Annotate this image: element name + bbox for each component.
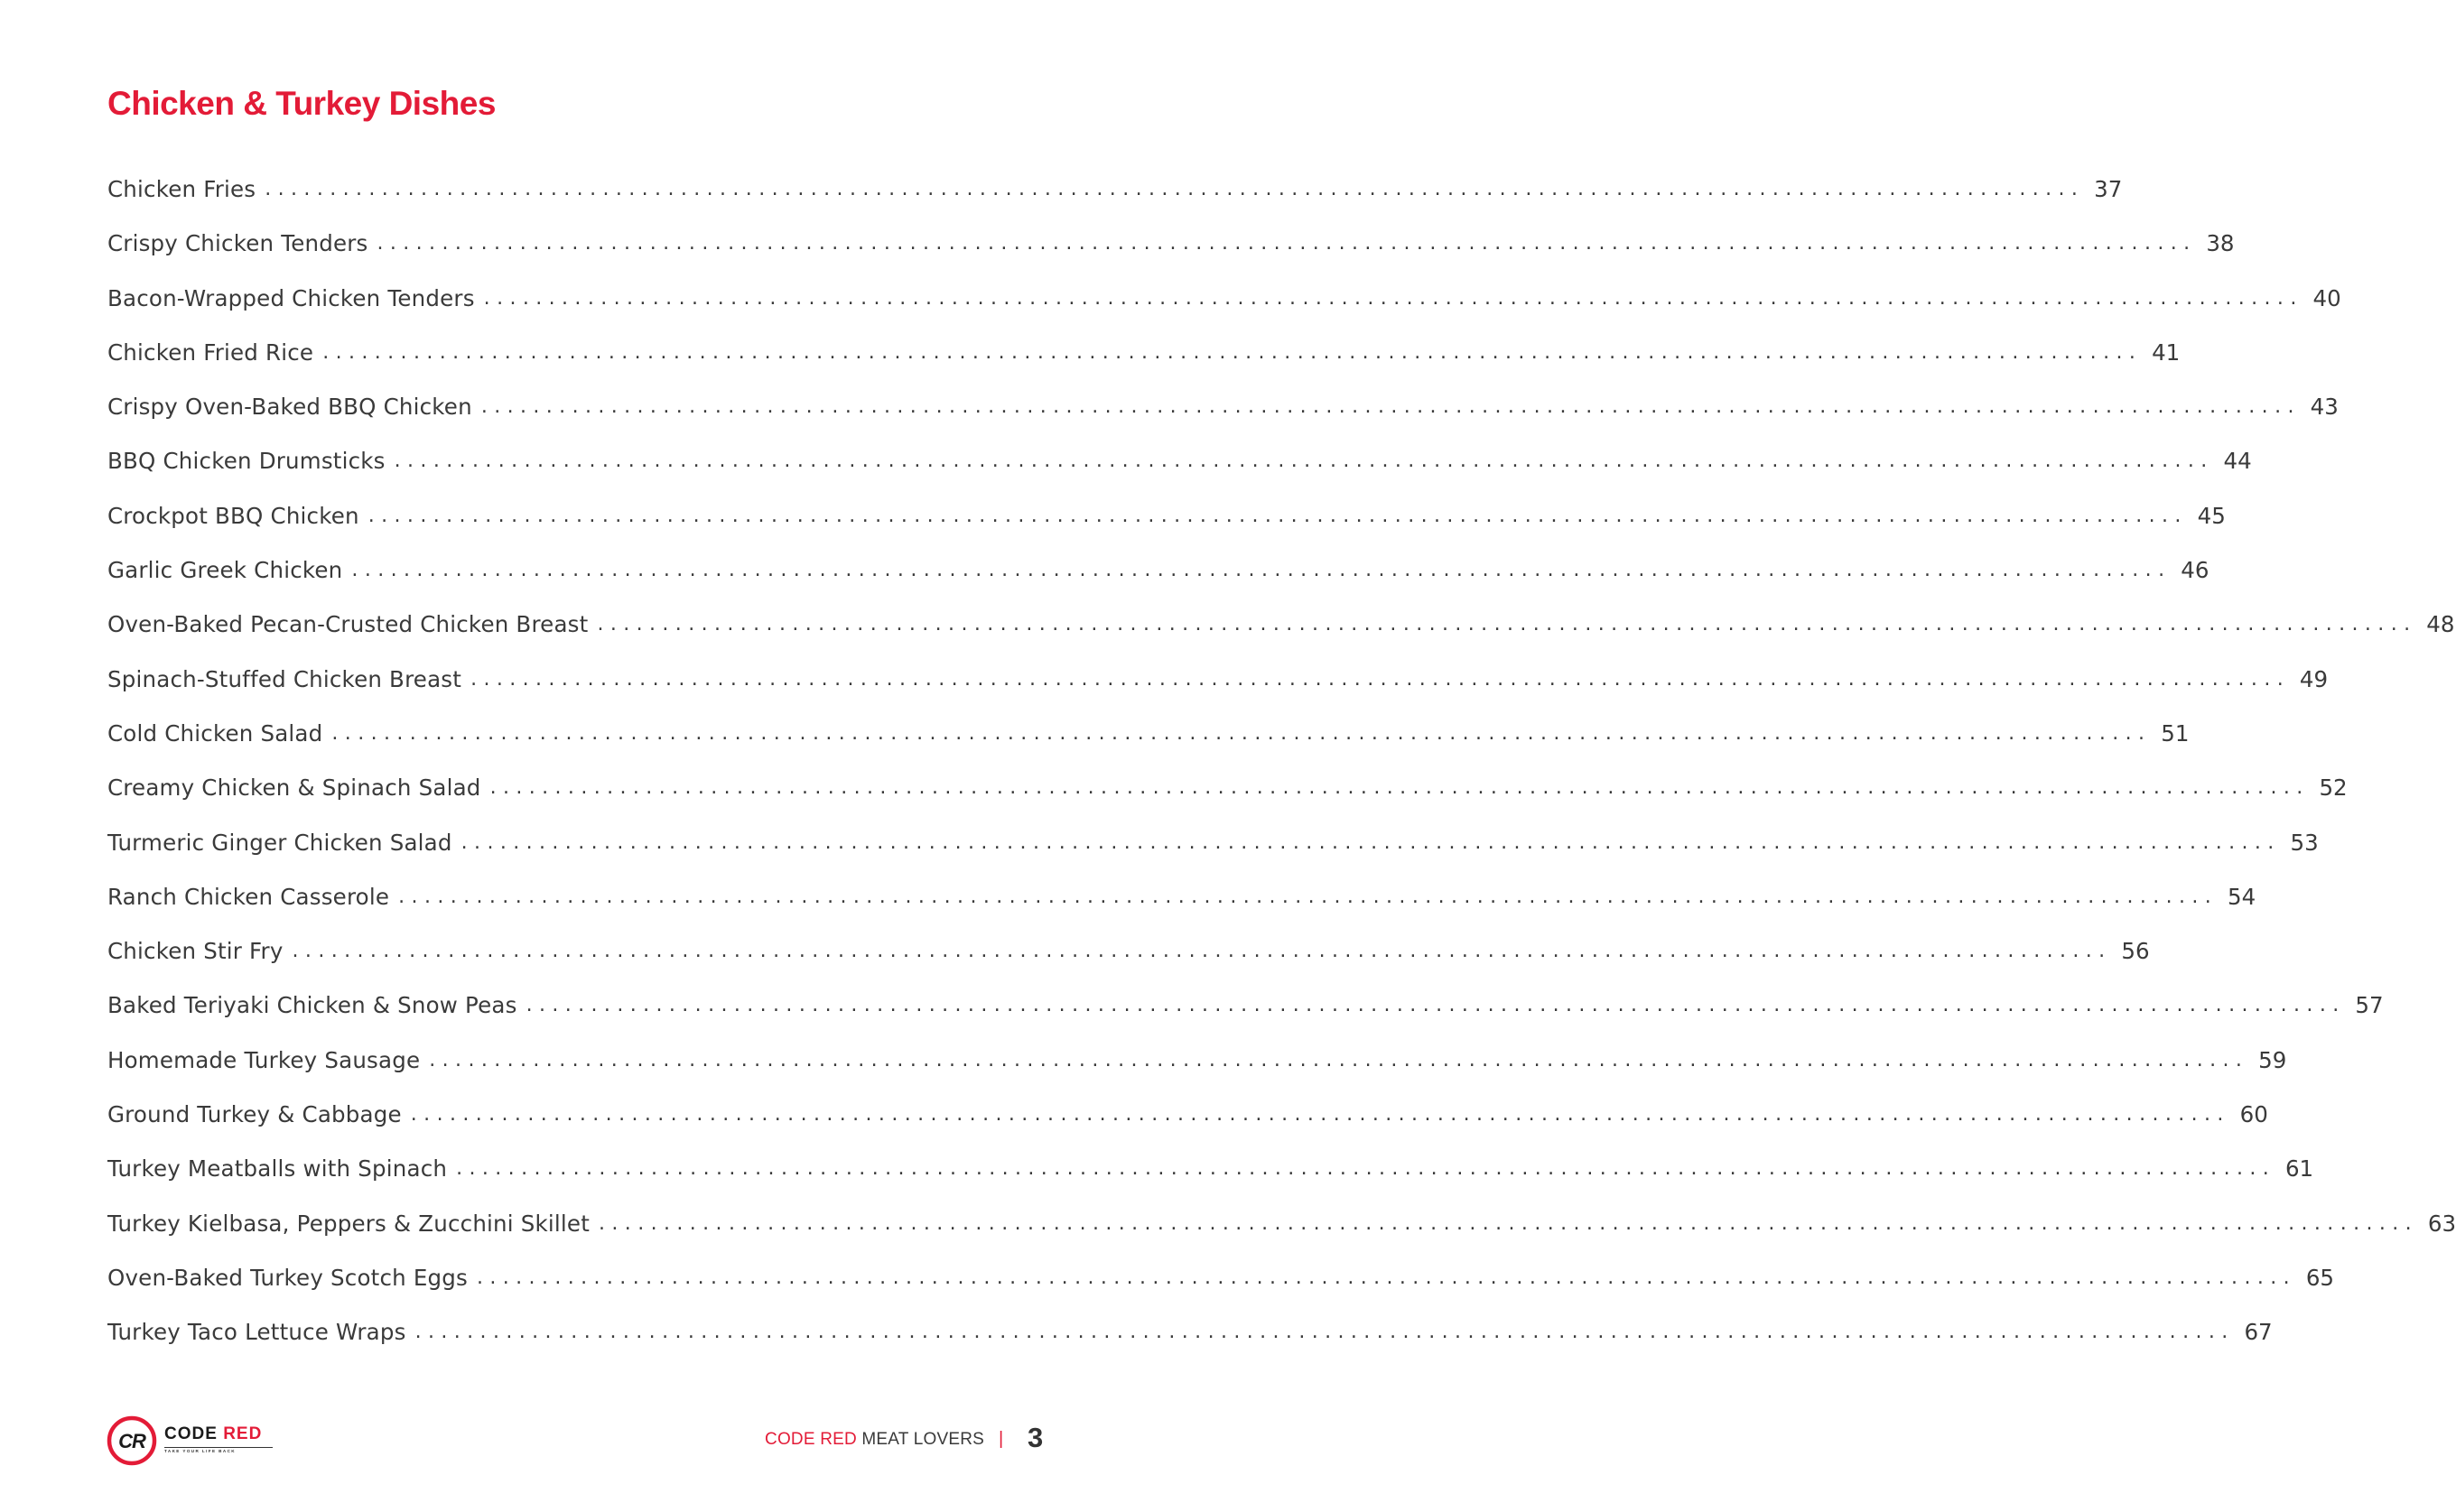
toc-entry[interactable] [107, 988, 2384, 1042]
toc-entry-page: 37 [2094, 176, 2123, 202]
toc-entry-title: Oven-Baked Pecan-Crusted Chicken Breast [107, 611, 589, 638]
toc-entry[interactable] [107, 281, 2341, 335]
logo-tagline: TAKE YOUR LIFE BACK [164, 1447, 273, 1453]
toc-dot-leader: ............................................................................................................................................ [398, 885, 2219, 908]
toc-entry-title: Turkey Taco Lettuce Wraps [107, 1319, 406, 1346]
toc-entry[interactable] [107, 1206, 2456, 1260]
toc-entry-page: 67 [2244, 1319, 2273, 1346]
toc-dot-leader: ............................................................................................................................................ [597, 613, 2417, 636]
toc-dot-leader: ............................................................................................................................................ [483, 286, 2303, 310]
toc-dot-leader: ............................................................................................................................................ [480, 395, 2301, 419]
toc-entry[interactable] [107, 498, 2226, 552]
toc-entry-page: 61 [2284, 1155, 2314, 1183]
toc-entry[interactable] [107, 443, 2252, 497]
toc-entry-page: 59 [2258, 1046, 2287, 1073]
toc-entry-page: 63 [2427, 1210, 2456, 1237]
toc-entry-page: 43 [2310, 394, 2339, 421]
toc-entry-page: 38 [2206, 230, 2235, 257]
toc-entry[interactable] [107, 1043, 2287, 1097]
toc-dot-leader: ............................................................................................................................................ [526, 994, 2346, 1017]
toc-entry[interactable] [107, 172, 2123, 226]
footer-separator: | [999, 1429, 1004, 1449]
toc-entry-page: 56 [2121, 938, 2150, 965]
toc-entry[interactable] [107, 552, 2209, 607]
toc-entry-title: Turkey Kielbasa, Peppers & Zucchini Skillet [107, 1210, 591, 1237]
toc-entry-title: Spinach-Stuffed Chicken Breast [107, 665, 462, 692]
toc-dot-leader: ............................................................................................................................................ [331, 721, 2152, 745]
toc-entry[interactable] [107, 825, 2319, 879]
toc-dot-leader: ............................................................................................................................................ [322, 340, 2143, 364]
toc-entry-title: Oven-Baked Turkey Scotch Eggs [107, 1264, 468, 1291]
toc-entry-title: Chicken Fried Rice [107, 339, 314, 366]
page-footer [0, 1408, 1149, 1471]
toc-entry[interactable] [107, 1151, 2314, 1205]
logo-wordmark: CODE RED [164, 1424, 263, 1443]
toc-entry-title: Ranch Chicken Casserole [107, 883, 390, 910]
toc-dot-leader: ............................................................................................................................................ [394, 450, 2214, 473]
toc-dot-leader: ............................................................................................................................................ [470, 667, 2291, 691]
toc-entry-page: 65 [2305, 1264, 2335, 1291]
page-number: 3 [1028, 1422, 1044, 1453]
toc-entry-page: 52 [2319, 775, 2348, 802]
toc-entry-title: Creamy Chicken & Spinach Salad [107, 775, 481, 802]
table-of-contents [107, 172, 2456, 1369]
toc-entry[interactable] [107, 716, 2190, 770]
toc-entry[interactable] [107, 335, 2181, 389]
toc-entry[interactable] [107, 879, 2256, 933]
footer-brand-accent: CODE RED [765, 1430, 857, 1449]
toc-dot-leader: ............................................................................................................................................ [265, 178, 2085, 200]
toc-entry[interactable] [107, 1260, 2335, 1314]
toc-entry[interactable] [107, 389, 2339, 443]
toc-dot-leader: ............................................................................................................................................ [599, 1211, 2419, 1235]
toc-entry-page: 51 [2161, 719, 2190, 747]
toc-entry-title: Crockpot BBQ Chicken [107, 502, 359, 529]
toc-entry-title: Chicken Fries [107, 176, 256, 202]
toc-entry-page: 44 [2223, 448, 2252, 475]
footer-brand-rest: MEAT LOVERS [856, 1430, 984, 1449]
logo-monogram-icon [107, 1415, 157, 1466]
toc-entry-title: Chicken Stir Fry [107, 938, 284, 965]
toc-entry[interactable] [107, 770, 2348, 824]
toc-entry-title: Homemade Turkey Sausage [107, 1046, 421, 1073]
toc-entry[interactable] [107, 662, 2329, 716]
toc-entry-page: 45 [2197, 502, 2226, 529]
toc-dot-leader: ............................................................................................................................................ [410, 1103, 2230, 1127]
toc-entry[interactable] [107, 1314, 2273, 1368]
toc-entry[interactable] [107, 933, 2150, 988]
toc-entry-title: Ground Turkey & Cabbage [107, 1101, 402, 1128]
toc-dot-leader: ............................................................................................................................................ [456, 1157, 2276, 1181]
toc-dot-leader: ............................................................................................................................................ [292, 940, 2112, 963]
toc-entry[interactable] [107, 607, 2455, 661]
toc-entry-page: 48 [2426, 611, 2455, 638]
toc-dot-leader: ............................................................................................................................................ [367, 504, 2188, 527]
svg-text:CR: CR [118, 1430, 145, 1452]
toc-dot-leader: ............................................................................................................................................ [414, 1321, 2235, 1344]
toc-dot-leader: ............................................................................................................................................ [476, 1266, 2297, 1289]
toc-entry-title: Crispy Chicken Tenders [107, 230, 368, 257]
toc-entry-title: Crispy Oven-Baked BBQ Chicken [107, 394, 472, 421]
toc-entry-page: 60 [2239, 1101, 2268, 1128]
toc-entry-page: 53 [2290, 829, 2319, 856]
toc-entry[interactable] [107, 1097, 2268, 1151]
toc-dot-leader: ............................................................................................................................................ [429, 1048, 2249, 1071]
toc-entry-page: 40 [2312, 284, 2341, 311]
toc-entry-title: Turkey Meatballs with Spinach [107, 1155, 448, 1183]
toc-entry-page: 46 [2181, 557, 2209, 584]
toc-entry-title: Cold Chicken Salad [107, 719, 323, 747]
toc-entry-title: BBQ Chicken Drumsticks [107, 448, 386, 475]
toc-dot-leader: ............................................................................................................................................ [377, 232, 2197, 255]
toc-entry-title: Turmeric Ginger Chicken Salad [107, 829, 452, 856]
code-red-logo [107, 1415, 278, 1470]
toc-entry-page: 57 [2355, 992, 2384, 1019]
footer-brand-text [765, 1430, 984, 1450]
toc-entry[interactable] [107, 226, 2235, 280]
page-title: Chicken & Turkey Dishes [107, 85, 496, 122]
toc-entry-page: 49 [2299, 665, 2329, 692]
toc-entry-page: 54 [2228, 883, 2256, 910]
toc-dot-leader: ............................................................................................................................................ [489, 776, 2310, 800]
toc-dot-leader: ............................................................................................................................................ [351, 559, 2172, 582]
toc-entry-title: Baked Teriyaki Chicken & Snow Peas [107, 992, 517, 1019]
toc-entry-title: Garlic Greek Chicken [107, 557, 343, 584]
toc-entry-page: 41 [2152, 339, 2181, 366]
toc-entry-title: Bacon-Wrapped Chicken Tenders [107, 284, 475, 311]
toc-dot-leader: ............................................................................................................................................ [460, 830, 2281, 854]
